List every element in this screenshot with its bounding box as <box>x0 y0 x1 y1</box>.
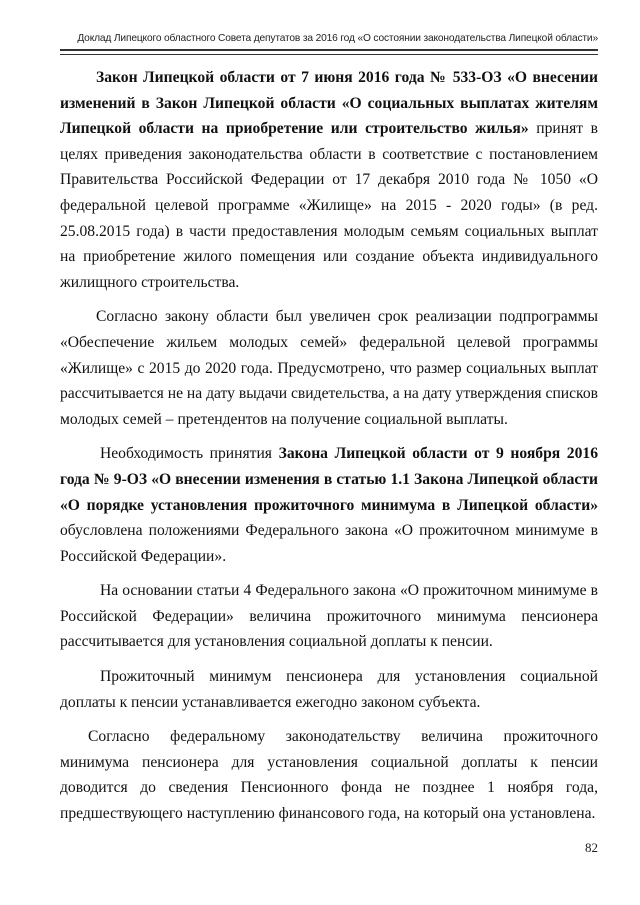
header-rule <box>60 49 598 55</box>
pension-fund-text: Согласно федеральному законодательству величина прожиточного минимума пенсионера для установления социальной доплаты к пенсии доводится до сведения Пенсионного фонда не позднее 1 ноября года, предшествующего наступлению финансового года, на который она установлена. <box>60 728 598 823</box>
article-4-text: На основании статьи 4 Федерального закона «О прожиточном минимуме в Российской Федерации» величина прожиточного минимума пенсионера рассчитывается для установления социальной доплаты к пенсии. <box>60 582 598 651</box>
paragraph-subsistence-minimum <box>60 664 598 715</box>
law-533-description: принят в целях приведения законодательства области в соответствие с постановлением Правительства Российской Федерации от 17 декабря 2010 года № 1050 «О федеральной целевой программе «Жилище» на 2015 - 2020 годы» (в ред. 25.08.2015 года) в части предоставления молодым семьям социальных выплат на приобретение жилого помещения или создание объекта индивидуального жилищного строительства. <box>60 120 598 291</box>
paragraph-law-533 <box>60 65 598 295</box>
law-9-title: Закона Липецкой области от 9 ноября 2016 года № 9-ОЗ «О внесении изменения в статью 1.1 Закона Липецкой области «О порядке установления прожиточного минимума в Липецкой области» <box>60 445 598 514</box>
document-body <box>60 65 598 836</box>
page-number: 82 <box>585 840 598 855</box>
law-9-lead: Необходимость принятия <box>100 445 279 463</box>
law-9-description: обусловлена положениями Федерального закона «О прожиточном минимуме в Российской Федерации». <box>60 522 598 565</box>
law-533-title: Закон Липецкой области от 7 июня 2016 года № 533-ОЗ «О внесении изменений в Закон Липецкой области «О социальных выплатах жителям Липецкой области на приобретение или строительство жилья» <box>60 69 598 138</box>
program-extension-text: Согласно закону области был увеличен срок реализации подпрограммы «Обеспечение жильем молодых семей» федеральной целевой программы «Жилище» с 2015 до 2020 года. Предусмотрено, что размер социальных выплат рассчитывается не на дату выдачи свидетельства, а на дату утверждения списков молодых семей – претендентов на получение социальной выплаты. <box>60 308 598 428</box>
subsistence-minimum-text: Прожиточный минимум пенсионера для установления социальной доплаты к пенсии устанавливается ежегодно законом субъекта. <box>60 668 598 711</box>
paragraph-law-9 <box>60 441 598 569</box>
paragraph-program-extension <box>60 304 598 432</box>
paragraph-article-4 <box>60 578 598 655</box>
paragraph-pension-fund <box>60 724 598 826</box>
running-header: Доклад Липецкого областного Совета депутатов за 2016 год «О состоянии законодательства Липецкой области» <box>77 33 598 44</box>
